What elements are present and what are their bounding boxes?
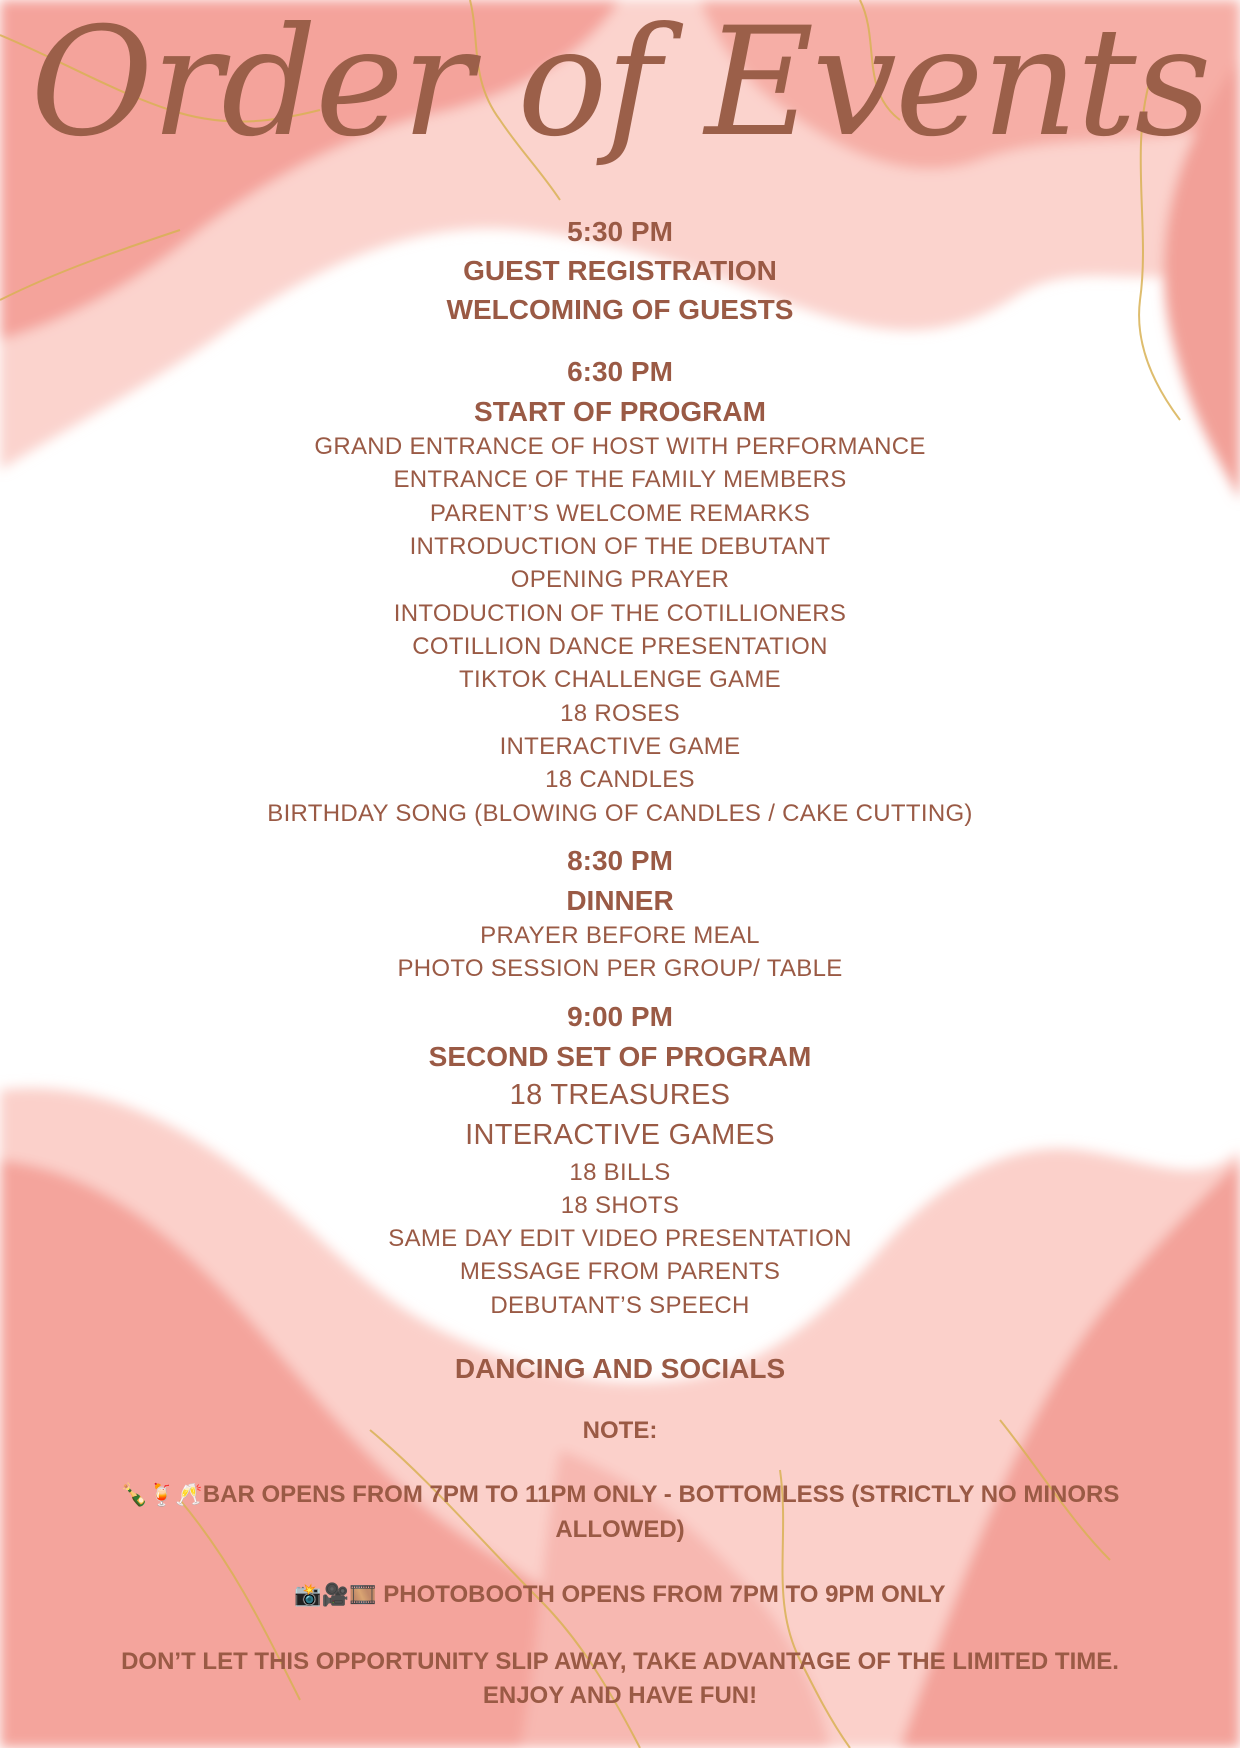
list-item: OPENING PRAYER [510, 566, 730, 593]
list-item: COTILLION DANCE PRESENTATION [412, 633, 828, 660]
list-item: GRAND ENTRANCE OF HOST WITH PERFORMANCE [314, 433, 926, 460]
camera-icon: 📸🎥🎞️ [294, 1583, 377, 1608]
list-item: 18 ROSES [560, 700, 680, 727]
list-item: PHOTO SESSION PER GROUP/ TABLE [397, 955, 843, 982]
list-item: 18 SHOTS [560, 1192, 680, 1219]
list-item-large: 18 TREASURES [509, 1079, 731, 1111]
time-4: 9:00 PM [567, 1001, 673, 1032]
list-item: PARENT’S WELCOME REMARKS [429, 500, 811, 527]
list-item: 18 CANDLES [545, 766, 695, 793]
section-heading: GUEST REGISTRATION [463, 255, 777, 286]
time-2: 6:30 PM [567, 356, 673, 387]
list-item: INTERACTIVE GAME [499, 733, 741, 760]
page-title: Order of Events [30, 0, 1210, 170]
list-item: TIKTOK CHALLENGE GAME [459, 666, 781, 693]
photobooth-note-text: PHOTOBOOTH OPENS FROM 7PM TO 9PM ONLY [383, 1581, 946, 1608]
list-item: 18 BILLS [569, 1159, 671, 1186]
note-label: NOTE: [582, 1417, 658, 1444]
list-item-large: INTERACTIVE GAMES [465, 1119, 775, 1151]
bar-note-text: BAR OPENS FROM 7PM TO 11PM ONLY - BOTTOMLESS (STRICTLY NO MINORS ALLOWED) [202, 1481, 1120, 1543]
list-item: DEBUTANT’S SPEECH [490, 1292, 750, 1319]
closing-heading: DANCING AND SOCIALS [454, 1353, 786, 1384]
bar-note [120, 1478, 1120, 1547]
list-item: PRAYER BEFORE MEAL [480, 922, 760, 949]
list-item: MESSAGE FROM PARENTS [459, 1258, 781, 1285]
list-item: ENTRANCE OF THE FAMILY MEMBERS [393, 466, 847, 493]
list-item: SAME DAY EDIT VIDEO PRESENTATION [388, 1225, 852, 1252]
time-3: 8:30 PM [567, 845, 673, 876]
time-1: 5:30 PM [567, 216, 673, 247]
list-item: BIRTHDAY SONG (BLOWING OF CANDLES / CAKE CUTTING) [267, 800, 973, 827]
reminder-note: DON’T LET THIS OPPORTUNITY SLIP AWAY, TAKE ADVANTAGE OF THE LIMITED TIME. ENJOY AND HAVE FUN! [121, 1648, 1119, 1709]
list-item: INTRODUCTION OF THE DEBUTANT [409, 533, 831, 560]
section-heading: DINNER [566, 885, 674, 916]
list-item: INTODUCTION OF THE COTILLIONERS [393, 600, 847, 627]
drinks-icon: 🍾🍹🥂 [120, 1483, 203, 1508]
section-heading: SECOND SET OF PROGRAM [428, 1041, 812, 1072]
section-heading: WELCOMING OF GUESTS [446, 294, 794, 325]
section-heading: START OF PROGRAM [474, 396, 766, 427]
photobooth-note [0, 1578, 1240, 1613]
